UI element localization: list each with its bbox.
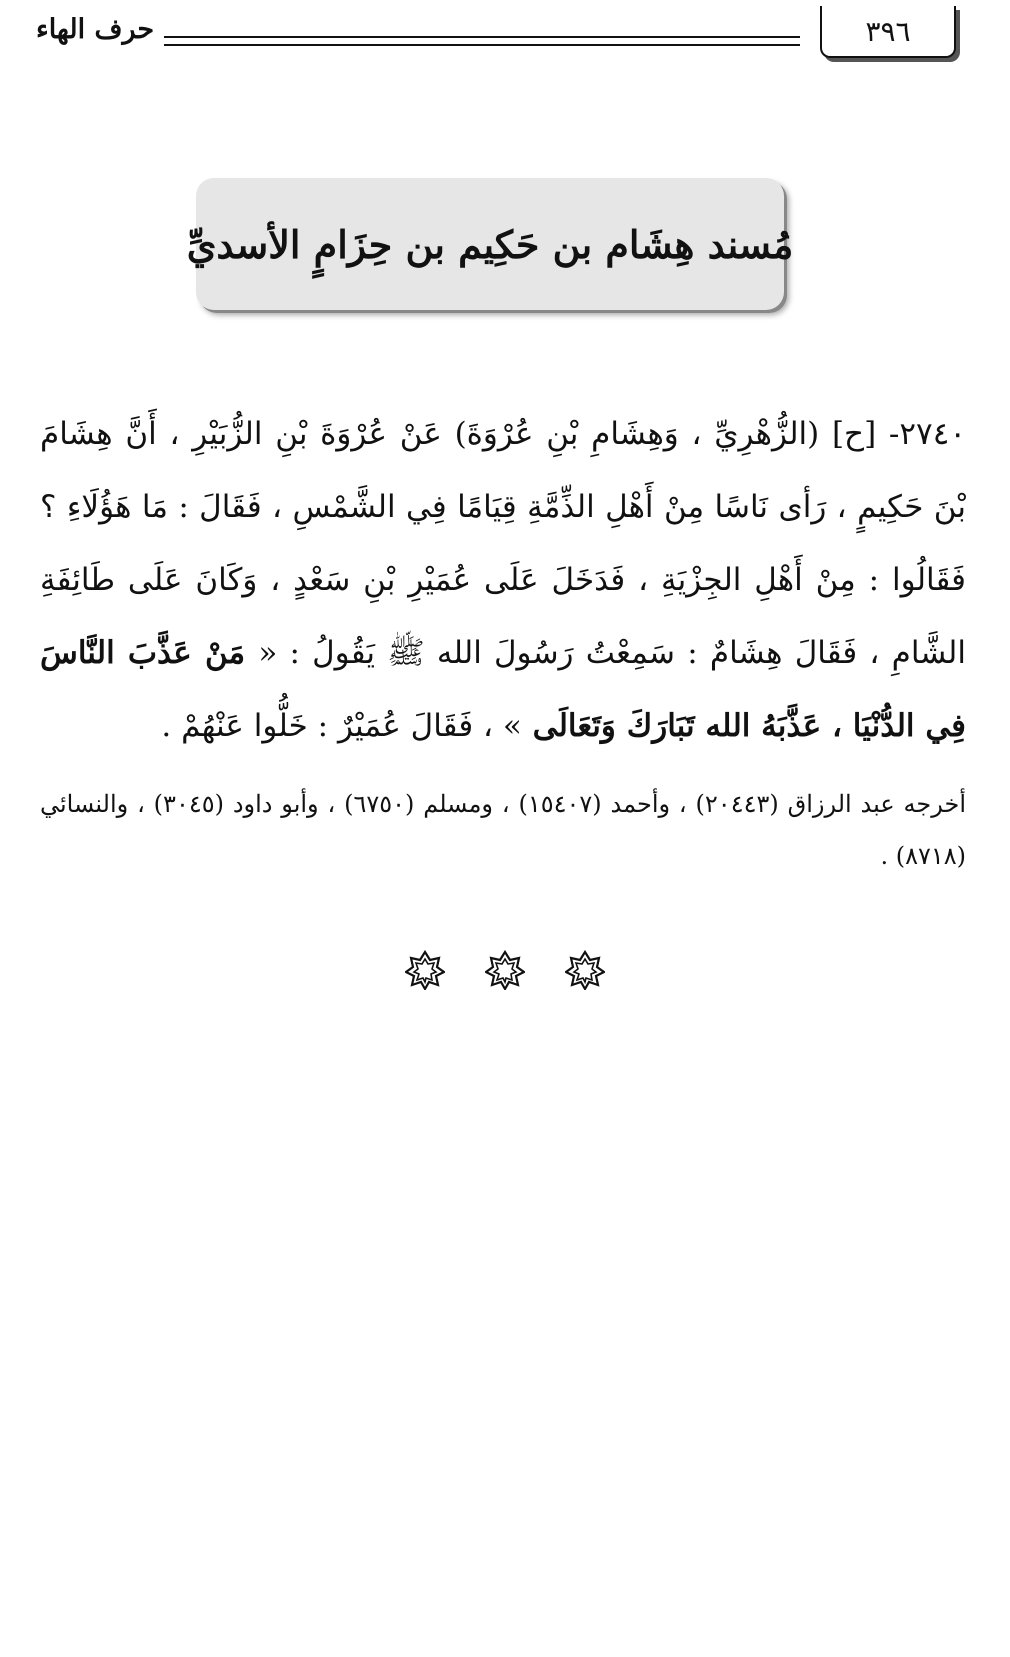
section-end-ornaments — [0, 950, 1010, 1000]
page-number: ٣٩٦ — [820, 6, 956, 58]
section-title-box — [186, 178, 794, 310]
hadith-quote: مَنْ عَذَّبَ النَّاسَ فِي الدُّنْيَا ، عَذَّبَهُ الله تَبَارَكَ وَتَعَالَى — [40, 635, 966, 744]
hadith-text-part1: ٢٧٤٠- [ح] (الزُّهْرِيِّ ، وَهِشَامِ بْنِ عُرْوَةَ) عَنْ عُرْوَةَ بْنِ الزُّبَيْرِ ، أَنَّ هِشَامَ بْنَ حَكِيمٍ ، رَأى نَاسًا مِنْ أَهْلِ الذِّمَّةِ قِيَامًا فِي الشَّمْسِ ، فَقَالَ : مَا هَؤُلَاءِ ؟ فَقَالُوا : مِنْ أَهْلِ الجِزْيَةِ ، فَدَخَلَ عَلَى عُمَيْرِ بْنِ سَعْدٍ ، وَكَانَ عَلَى طَائِفَةِ الشَّامِ ، فَقَالَ هِشَامٌ : سَمِعْتُ رَسُولَ الله ﷺ يَقُولُ : « — [40, 416, 966, 671]
hadith-text-part2: » ، فَقَالَ عُمَيْرٌ : خَلُّوا عَنْهُمْ . — [161, 708, 522, 744]
page-header — [0, 0, 1010, 70]
chapter-title: حرف الهاء — [36, 14, 155, 45]
hadith-text — [40, 398, 966, 763]
section-title: مُسند هِشَام بن حَكِيم بن حِزَامٍ الأسديِّ — [186, 221, 794, 267]
star-ornament-icon — [405, 950, 445, 990]
star-ornament-icon — [485, 950, 525, 990]
star-ornament-icon — [565, 950, 605, 990]
header-rule — [164, 36, 800, 46]
takhrij-footnote: أخرجه عبد الرزاق (٢٠٤٤٣) ، وأحمد (١٥٤٠٧) ، ومسلم (٦٧٥٠) ، وأبو داود (٣٠٤٥) ، والنسائي (٨٧١٨) . — [40, 790, 966, 870]
